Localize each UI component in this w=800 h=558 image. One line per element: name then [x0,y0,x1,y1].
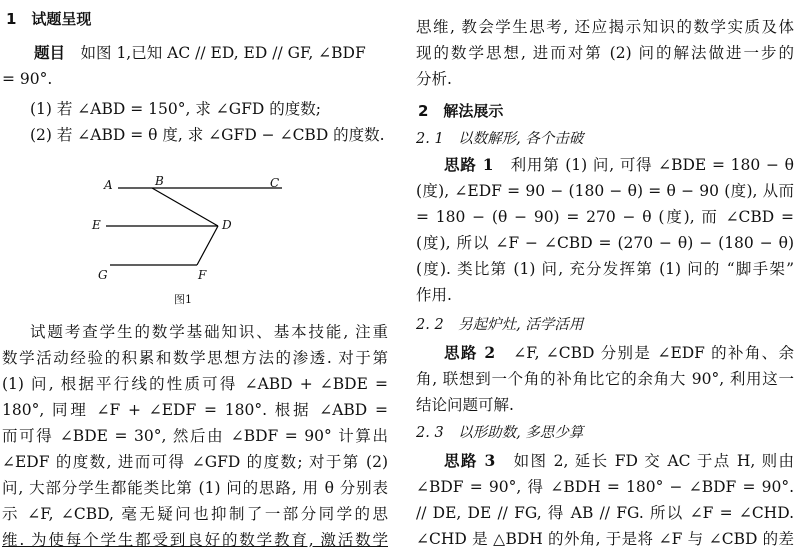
subsection-2-2: 2. 2 另起炉灶, 活学活用 [416,317,584,333]
label-c: C [270,176,280,190]
label-f: F [198,268,207,282]
problem-line-2: = 90°. [2,70,53,88]
idea-2-line-3: 结论问题可解. [416,396,514,414]
label-g: G [98,268,108,282]
label-e: E [92,218,101,232]
paragraph-line-5: 而可得 ∠BDE = 30°, 然后由 ∠BDF = 90° 计算出 [2,427,388,445]
figure-1 [0,168,395,308]
paragraph-line-3: (1) 问, 根据平行线的性质可得 ∠ABD + ∠BDE = [2,375,388,393]
question-2: (2) 若 ∠ABD = θ 度, 求 ∠GFD − ∠CBD 的度数. [30,126,385,144]
paragraph-line-1: 试题考查学生的数学基础知识、基本技能, 注重 [30,323,388,341]
paragraph-line-9: 维. 为使每个学生都受到良好的数学教育, 激活数学 [2,531,388,549]
paragraph-line-2: 数学活动经验的积累和数学思想方法的渗透. 对于第 [2,349,388,367]
right-para-line-1: 思维, 教会学生思考, 还应揭示知识的数学实质及体 [416,18,794,36]
paragraph-line-7: 问, 大部分学生都能类比第 (1) 问的思路, 用 θ 分别表 [2,479,388,497]
idea-3-label: 思路 3 [444,451,496,470]
figure-1-caption: 图1 [174,293,192,306]
problem-label: 题目 [34,43,66,62]
question-1: (1) 若 ∠ABD = 150°, 求 ∠GFD 的度数; [30,100,321,118]
idea-1-line-5: (度). 类比第 (1) 问, 充分发挥第 (1) 问的 “脚手架” [416,260,794,278]
right-para-line-3: 分析. [416,70,452,88]
label-a: A [104,178,113,192]
idea-3-line-3: // DE, DE // FG, 得 AB // FG. 所以 ∠F = ∠CHD. [416,504,794,522]
idea-1-line-1: 思路 1 利用第 (1) 问, 可得 ∠BDE = 180 − θ [444,155,794,174]
idea-2-label: 思路 2 [444,343,496,362]
segment-df [197,226,218,265]
segment-bd [152,188,218,226]
problem-line-1 [34,40,366,66]
label-d: D [222,218,232,232]
idea-3-line-4: ∠CHD 是 △BDH 的外角, 于是将 ∠F 与 ∠CBD 的差 [416,530,794,548]
paragraph-line-6: ∠EDF 的度数, 进而可得 ∠GFD 的度数; 对于第 (2) [2,453,388,471]
idea-3-line-2: ∠BDF = 90°, 得 ∠BDH = 180° − ∠BDF = 90°. [416,478,794,496]
right-para-line-2: 现的数学思想, 进而对第 (2) 问的解法做进一步的 [416,44,794,62]
subsection-2-3: 2. 3 以形助数, 多思少算 [416,425,584,441]
idea-1-line-2: (度), ∠EDF = 90 − (180 − θ) = θ − 90 (度), 从而 [416,182,794,200]
paragraph-line-8: 示 ∠F, ∠CBD, 毫无疑问也抑制了一部分同学的思 [2,505,388,523]
idea-1-label: 思路 1 [444,155,494,174]
section-heading-2: 2 解法展示 [418,102,504,120]
idea-3-line-1: 思路 3 如图 2, 延长 FD 交 AC 于点 H, 则由 [444,451,794,470]
idea-1-line-3: = 180 − (θ − 90) = 270 − θ (度), 而 ∠CBD = [416,208,794,226]
idea-1-line-4: (度), 所以 ∠F − ∠CBD = (270 − θ) − (180 − θ) [416,234,794,252]
idea-2-line-2: 角, 联想到一个角的补角比它的余角大 90°, 利用这一 [416,370,794,388]
section-heading-1: 1 试题呈现 [6,10,92,28]
problem-text-1: 如图 1,已知 AC // ED, ED // GF, ∠BDF [65,44,366,62]
idea-1-line-6: 作用. [416,286,452,304]
subsection-2-1: 2. 1 以数解形, 各个击破 [416,131,584,147]
paragraph-line-4: 180°, 同理 ∠F + ∠EDF = 180°. 根据 ∠ABD = [2,401,388,419]
idea-2-line-1: 思路 2 ∠F, ∠CBD 分别是 ∠EDF 的补角、余 [444,343,794,362]
label-b: B [155,174,164,188]
